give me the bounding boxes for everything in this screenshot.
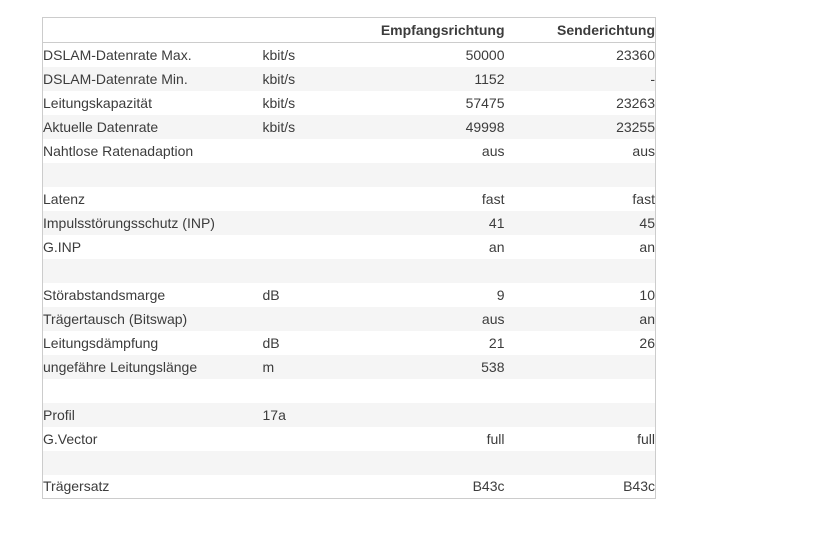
row-label: Störabstandsmarge (43, 286, 166, 303)
table-row (43, 43, 656, 67)
row-value-senderichtung (505, 403, 656, 427)
row-label: Profil (43, 406, 75, 423)
table-body (43, 43, 656, 499)
row-value-empfangsrichtung: aus (481, 310, 505, 327)
table-row (43, 91, 656, 115)
row-unit (263, 211, 375, 235)
row-value-senderichtung: 26 (639, 334, 655, 351)
row-value-empfangsrichtung: 50000 (465, 46, 505, 63)
row-value-empfangsrichtung: 538 (481, 358, 505, 375)
row-value-senderichtung: 23263 (616, 94, 655, 111)
row-unit: kbit/s (262, 46, 296, 63)
row-value-empfangsrichtung: 21 (488, 334, 505, 351)
row-label: Trägersatz (43, 478, 110, 495)
table-row (43, 259, 656, 283)
row-value-empfangsrichtung: full (486, 430, 505, 447)
row-label: Latenz (43, 190, 86, 207)
row-value-senderichtung: 23360 (616, 46, 655, 63)
row-unit (263, 307, 375, 331)
row-value-senderichtung: full (637, 430, 655, 447)
table-row (43, 283, 656, 307)
column-header-empfangsrichtung: Empfangsrichtung (375, 18, 505, 43)
row-unit: dB (262, 286, 280, 303)
row-value-empfangsrichtung: an (488, 238, 505, 255)
column-header-senderichtung: Senderichtung (505, 18, 656, 43)
row-unit: m (262, 358, 275, 375)
row-label: DSLAM-Datenrate Max. (43, 46, 192, 63)
row-value-empfangsrichtung (375, 259, 505, 283)
dsl-statistics-table (42, 17, 656, 499)
table-row (43, 187, 656, 211)
row-value-senderichtung (505, 355, 656, 379)
row-label: Nahtlose Ratenadaption (43, 142, 194, 159)
row-label: Aktuelle Datenrate (43, 118, 159, 135)
row-unit: dB (262, 334, 280, 351)
table-row (43, 163, 656, 187)
row-value-empfangsrichtung: fast (481, 190, 505, 207)
row-value-senderichtung (505, 163, 656, 187)
row-unit (263, 235, 375, 259)
row-value-senderichtung: B43c (623, 478, 655, 495)
table-row (43, 211, 656, 235)
row-value-empfangsrichtung (375, 403, 505, 427)
table-row (43, 475, 656, 499)
table-row (43, 67, 656, 91)
row-unit (263, 427, 375, 451)
row-label: G.Vector (43, 430, 98, 447)
row-value-senderichtung: an (639, 238, 655, 255)
row-label (43, 451, 263, 475)
row-label: Trägertausch (Bitswap) (43, 310, 188, 327)
table-row (43, 307, 656, 331)
row-unit (263, 451, 375, 475)
row-unit: kbit/s (262, 118, 296, 135)
row-unit (263, 259, 375, 283)
dsl-statistics-panel (42, 17, 655, 499)
row-unit (263, 163, 375, 187)
row-value-senderichtung: 10 (639, 286, 655, 303)
row-value-empfangsrichtung: 41 (488, 214, 505, 231)
row-value-empfangsrichtung (375, 451, 505, 475)
table-row (43, 427, 656, 451)
column-header-unit (263, 18, 375, 43)
row-unit (263, 475, 375, 499)
row-value-senderichtung: fast (632, 190, 655, 207)
row-value-empfangsrichtung: 9 (496, 286, 505, 303)
table-row (43, 115, 656, 139)
row-value-empfangsrichtung (375, 163, 505, 187)
row-value-empfangsrichtung: 49998 (465, 118, 505, 135)
row-label: DSLAM-Datenrate Min. (43, 70, 188, 87)
row-unit (263, 187, 375, 211)
row-value-empfangsrichtung: 57475 (465, 94, 505, 111)
row-unit: kbit/s (262, 70, 296, 87)
row-value-senderichtung (505, 379, 656, 403)
row-unit: kbit/s (262, 94, 296, 111)
row-label (43, 379, 263, 403)
row-label: Impulsstörungsschutz (INP) (43, 214, 215, 231)
table-row (43, 331, 656, 355)
row-label (43, 259, 263, 283)
table-row (43, 451, 656, 475)
row-unit: 17a (262, 406, 286, 423)
row-value-empfangsrichtung (375, 379, 505, 403)
row-value-empfangsrichtung: aus (481, 142, 505, 159)
row-label: Leitungskapazität (43, 94, 152, 111)
row-label: Leitungsdämpfung (43, 334, 159, 351)
table-row (43, 139, 656, 163)
row-unit (263, 379, 375, 403)
table-row (43, 355, 656, 379)
row-value-senderichtung: 45 (639, 214, 655, 231)
row-label (43, 163, 263, 187)
row-value-senderichtung: aus (632, 142, 655, 159)
row-value-senderichtung (505, 451, 656, 475)
row-value-empfangsrichtung: 1152 (474, 70, 505, 87)
row-label: G.INP (43, 238, 82, 255)
table-row (43, 403, 656, 427)
row-value-senderichtung: - (650, 70, 655, 87)
column-header-label (43, 18, 263, 43)
row-value-senderichtung: an (639, 310, 655, 327)
table-header (43, 18, 656, 43)
table-row (43, 379, 656, 403)
row-unit (263, 139, 375, 163)
table-row (43, 235, 656, 259)
row-label: ungefähre Leitungslänge (43, 358, 198, 375)
row-value-senderichtung (505, 259, 656, 283)
row-value-empfangsrichtung: B43c (472, 478, 505, 495)
table-header-row (43, 18, 656, 43)
row-value-senderichtung: 23255 (616, 118, 655, 135)
